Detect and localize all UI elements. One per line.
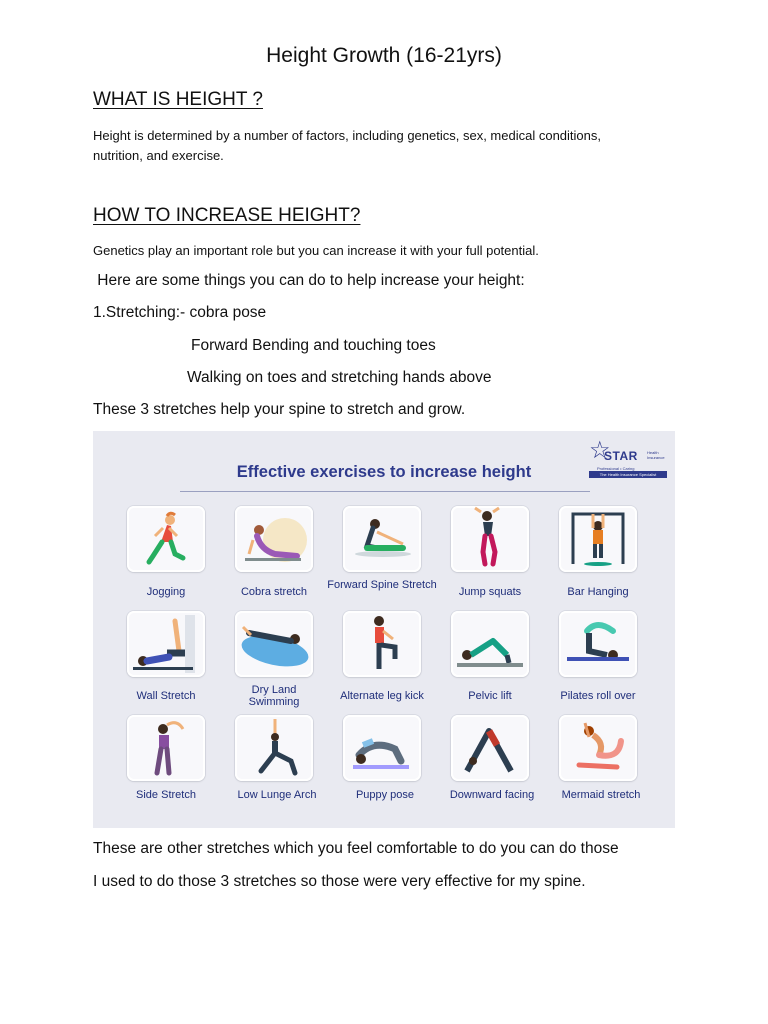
exercise-tile-downward-facing — [451, 715, 529, 781]
downward-facing-icon — [451, 715, 529, 781]
star-icon: ☆ — [589, 437, 611, 464]
exercise-tile-dry-land-swimming — [235, 611, 313, 677]
dry-land-swimming-icon — [235, 611, 313, 677]
definition-line-2: nutrition, and exercise. — [93, 148, 224, 163]
star-health-logo: ☆ STAR Health Insurance Professional • Caring The Health Insurance Specialist — [589, 439, 669, 483]
puppy-pose-icon — [343, 715, 421, 781]
caption-dry-land-swimming: Dry Land Swimming — [248, 684, 300, 708]
section-heading-how-to-increase: HOW TO INCREASE HEIGHT? — [93, 205, 361, 226]
caption-downward-facing: Downward facing — [449, 789, 535, 801]
infographic-title: Effective exercises to increase height — [236, 463, 532, 481]
caption-bar-hanging: Bar Hanging — [567, 586, 629, 598]
caption-jump-squats: Jump squats — [458, 586, 522, 598]
forward-spine-stretch-icon — [343, 506, 421, 572]
wall-stretch-icon — [127, 611, 205, 677]
low-lunge-arch-icon — [235, 715, 313, 781]
page-title: Height Growth (16-21yrs) — [266, 44, 502, 67]
caption-forward-spine-stretch: Forward Spine Stretch — [327, 579, 437, 591]
caption-mermaid-stretch: Mermaid stretch — [561, 789, 641, 801]
caption-pelvic-lift: Pelvic lift — [468, 690, 512, 702]
genetics-intro: Genetics play an important role but you can increase it with your full potential. — [93, 243, 539, 258]
bar-hanging-icon — [559, 506, 637, 572]
stretching-label: 1.Stretching:- cobra pose — [93, 304, 267, 321]
exercise-tile-forward-spine-stretch — [343, 506, 421, 572]
title-divider — [180, 491, 590, 492]
exercise-tile-side-stretch — [127, 715, 205, 781]
exercise-tile-low-lunge-arch — [235, 715, 313, 781]
closing-line-1: These are other stretches which you feel comfortable to do you can do those — [93, 840, 619, 857]
exercise-tile-pilates-roll-over — [559, 611, 637, 677]
exercise-tile-bar-hanging — [559, 506, 637, 572]
side-stretch-icon — [127, 715, 205, 781]
caption-side-stretch: Side Stretch — [136, 789, 196, 801]
pilates-roll-over-icon — [559, 611, 637, 677]
exercise-tile-jogging — [127, 506, 205, 572]
exercise-tile-mermaid-stretch — [559, 715, 637, 781]
caption-alternate-leg-kick: Alternate leg kick — [340, 690, 424, 702]
caption-jogging: Jogging — [146, 586, 186, 598]
caption-low-lunge-arch: Low Lunge Arch — [237, 789, 317, 801]
mermaid-stretch-icon — [559, 715, 637, 781]
definition-line-1: Height is determined by a number of factors, including genetics, sex, medical conditions, — [93, 128, 601, 143]
jump-squats-icon — [451, 506, 529, 572]
alternate-leg-kick-icon — [343, 611, 421, 677]
caption-puppy-pose: Puppy pose — [355, 789, 415, 801]
exercise-tile-cobra-stretch — [235, 506, 313, 572]
exercise-tile-jump-squats — [451, 506, 529, 572]
caption-cobra-stretch: Cobra stretch — [240, 586, 308, 598]
exercise-infographic — [93, 431, 675, 828]
caption-wall-stretch: Wall Stretch — [136, 690, 196, 702]
exercise-tile-puppy-pose — [343, 715, 421, 781]
closing-line-2: I used to do those 3 stretches so those were very effective for my spine. — [93, 873, 586, 890]
tips-lead: Here are some things you can do to help increase your height: — [93, 272, 525, 289]
pelvic-lift-icon — [451, 611, 529, 677]
jogging-icon — [127, 506, 205, 572]
cobra-stretch-icon — [235, 506, 313, 572]
stretch-item-walking-on-toes: Walking on toes and stretching hands above — [187, 369, 492, 386]
exercise-tile-alternate-leg-kick — [343, 611, 421, 677]
stretch-item-forward-bending: Forward Bending and touching toes — [191, 337, 436, 354]
section-heading-what-is-height: WHAT IS HEIGHT ? — [93, 89, 263, 110]
exercise-tile-pelvic-lift — [451, 611, 529, 677]
exercise-tile-wall-stretch — [127, 611, 205, 677]
caption-pilates-roll-over: Pilates roll over — [560, 690, 636, 702]
stretches-summary: These 3 stretches help your spine to stretch and grow. — [93, 401, 466, 418]
